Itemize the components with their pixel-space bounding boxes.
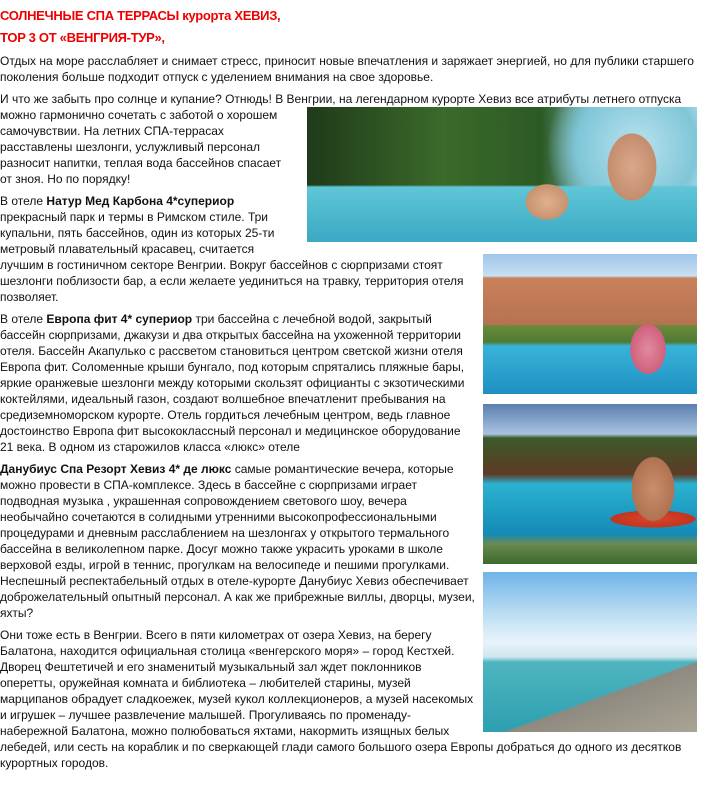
- paragraph-carbona: В отеле Натур Мед Карбона 4*супериор прекрасный парк и термы в Римском стиле. Три купальни, пять бассейнов, один из которых 25-ти метровый плавательный красавец, считается лучшим в гостиничном секторе Венгрии. Вокруг бассейнов с сюрпризами стоят шезлонги поблизости бар, а если желаете уединиться на травку, территория отеля позволяет.: [0, 194, 464, 304]
- hotel-name: Данубиус Спа Резорт Хевиз 4* де люкс: [0, 462, 232, 476]
- hotel-name: Европа фит 4* супериор: [46, 312, 193, 326]
- photo-hotel-pool: [483, 254, 697, 394]
- paragraph-sun: И что же забыть про солнце и купание? Отнюдь! В Венгрии, на легендарном курорте Хевиз все атрибуты летнего отпуска можно гармонично сочетать с заботой о хорошем самочувствии. На летних СПА-террасах расставлены шезлонги, услужливый персонал разносит напитки, теплая вода бассейнов спасает от зноя. Но по порядку!: [0, 92, 682, 186]
- paragraph-europa: В отеле Европа фит 4* супериор три бассейна с лечебной водой, закрытый бассейн сюрпризами, джакузи и два открытых бассейна на ухоженной территории отеля. Бассейн Акапулько с рассветом становиться центром светской жизни отеля Европа фит. Соломенные крыши бунгало, под которым спрятались пляжные бары, яркие оранжевые шезлонги между которыми скользят официанты с экзотическими коктейлями, идеальный газон, создают волшебное впечатленит пребывания на средиземноморском курорте. Отель гордиться лечебным центром, ведь главное достоинство Европа фит высококлассный персонал и медицинское оборудование 21 века. В одном из старожилов класса «люкс» отеле: [0, 312, 465, 454]
- title-line-1: СОЛНЕЧНЫЕ СПА ТЕРРАСЫ курорта ХЕВИЗ,: [0, 8, 281, 23]
- paragraph-keszthely: Они тоже есть в Венгрии. Всего в пяти километрах от озера Хевиз, на берегу Балатона, находится официальная столица «венгерского моря» – город Кестхей. Дворец Фештетичей и его знаменитый музыкальный зал ждет поклонников оперетты, оружейная комната и библиотека – любителей старины, музей марципанов обрадует сладкоежек, музей кукол коллекционеров, а музей насекомых и игрушек – лучшее развлечение малышей. Прогуливаясь по променаду-набережной Балатона, можно полюбоваться яхтами, накормить изящных белых лебедей, или сесть на кораблик и по сверкающей глади самого большого озера Европы добраться до одного из десятков курортных городов.: [0, 628, 682, 770]
- photo-pool-cocktail: [307, 107, 697, 242]
- paragraph-danubius: Данубиус Спа Резорт Хевиз 4* де люкс самые романтические вечера, которые можно провести в СПА-комплексе. Здесь в бассейне с сюрпризами играет подводная музыка , украшенная сопровождением светового шоу, вечера необычайно сочетаются в солидными утренними высокопрофессиональными процедурами и дневным расслаблением на шезлонгах у открытого термального бассейна в великолепном парке. Досуг можно также украсить уроками в школе верховой езды, игрой в теннис, прогулкам на велосипеде и пешими прогулками. Неспешный респектабельный отдых в отеле-курорте Данубиус Хевиз обеспечивает доброжелательный опытный персонал. А как же прибрежные виллы, дворцы, музеи, яхты?: [0, 462, 475, 620]
- photo-thermal-pool: [483, 404, 697, 564]
- hotel-name: Натур Мед Карбона 4*супериор: [46, 194, 235, 208]
- intro-paragraph: Отдых на море расслабляет и снимает стресс, приносит новые впечатления и заряжает энергией, но для публики старшего поколения больше подходит отпуск с уделением внимания на свое здоровье.: [0, 54, 694, 84]
- photo-balaton-pier: [483, 572, 697, 732]
- title-line-2: TOP 3 ОТ «ВЕНГРИЯ-ТУР»,: [0, 30, 165, 45]
